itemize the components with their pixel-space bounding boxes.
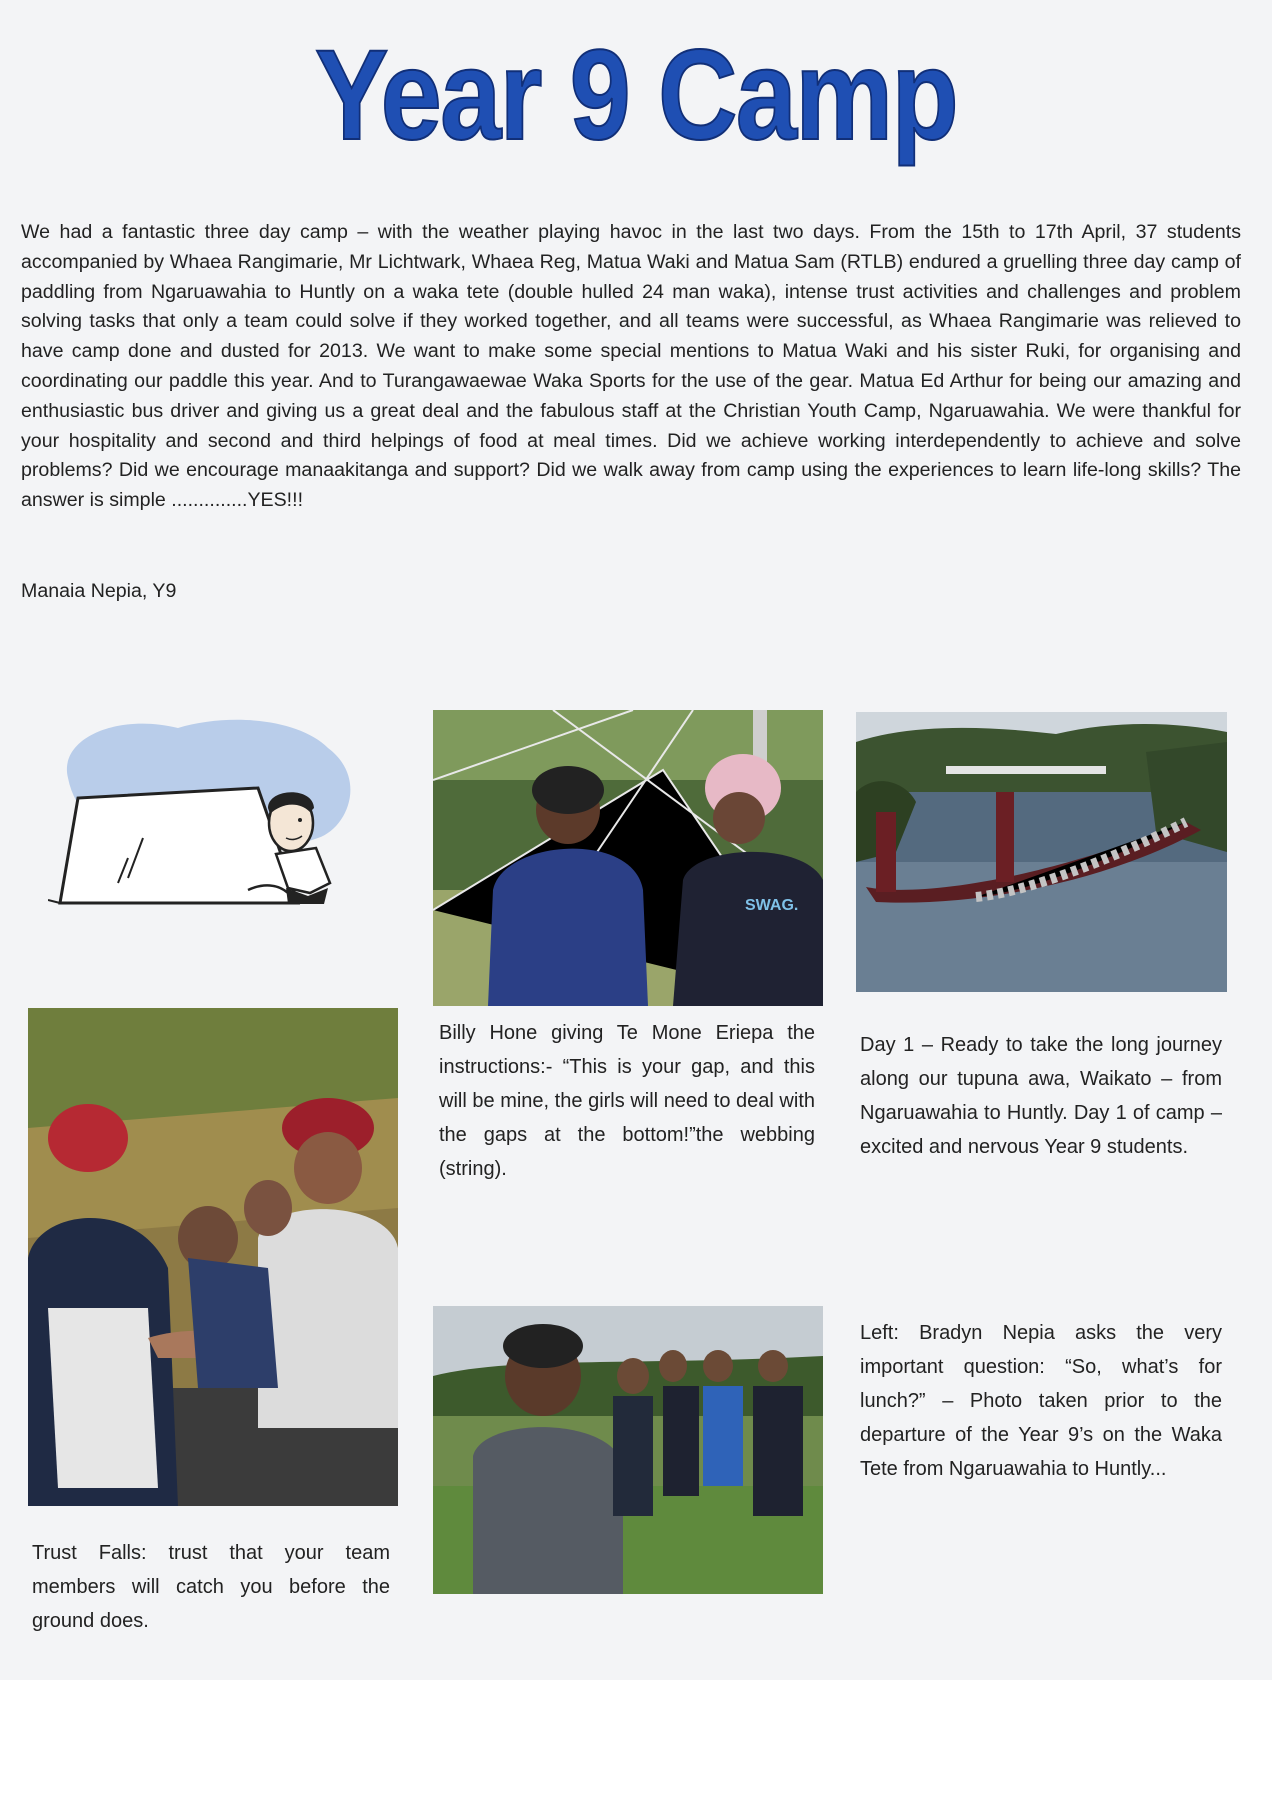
trust-falls-photo [28,1008,398,1506]
page-title: Year 9 Camp [315,24,957,167]
author-credit: Manaia Nepia, Y9 [21,580,177,602]
webbing-caption: Billy Hone giving Te Mone Eriepa the instructions:- “This is your gap, and this will be mine, the girls will need to deal with the gaps at the bottom!”the webbing (string). [439,1022,815,1180]
lunch-caption: Left: Bradyn Nepia asks the very important question: “So, what’s for lunch?” – Photo taken prior to the departure of the Year 9’s on the Waka Tete from Ngaruawahia to Huntly... [860,1322,1222,1480]
webbing-photo [433,710,823,1006]
trust-falls-caption: Trust Falls: trust that your team members will catch you before the ground does. [32,1542,390,1632]
lunch-question-photo [433,1306,823,1594]
day1-caption: Day 1 – Ready to take the long journey along our tupuna awa, Waikato – from Ngaruawahia to Huntly. Day 1 of camp – excited and nervous Year 9 students. [860,1034,1222,1158]
tent-cartoon [48,708,366,908]
intro-paragraph: We had a fantastic three day camp – with the weather playing havoc in the last two days. From the 15th to 17th April, 37 students accompanied by Whaea Rangimarie, Mr Lichtwark, Whaea Reg, Matua Waki and Matua Sam (RTLB) endured a gruelling three day camp of paddling from Ngaruawahia to Huntly on a waka tete (double hulled 24 man waka), intense trust activities and challenges and problem solving tasks that only a team could solve if they worked together, and all teams were successful, as Whaea Rangimarie was relieved to have camp done and dusted for 2013. We want to make some special mentions to Matua Waki and his sister Ruki, for organising and coordinating our paddle this year. And to Turangawaewae Waka Sports for the use of the gear. Matua Ed Arthur for being our amazing and enthusiastic bus driver and giving us a great deal and the fabulous staff at the Christian Youth Camp, Ngaruawahia. We were thankful for your hospitality and second and third helpings of food at meal times. Did we achieve working interdependently to achieve and solve problems? Did we encourage manaakitanga and support? Did we walk away from camp using the experiences to learn life-long skills? The answer is simple ..............YES!!! [21,221,1241,512]
shirt-text: SWAG. [745,897,799,914]
waka-river-photo [856,712,1227,992]
